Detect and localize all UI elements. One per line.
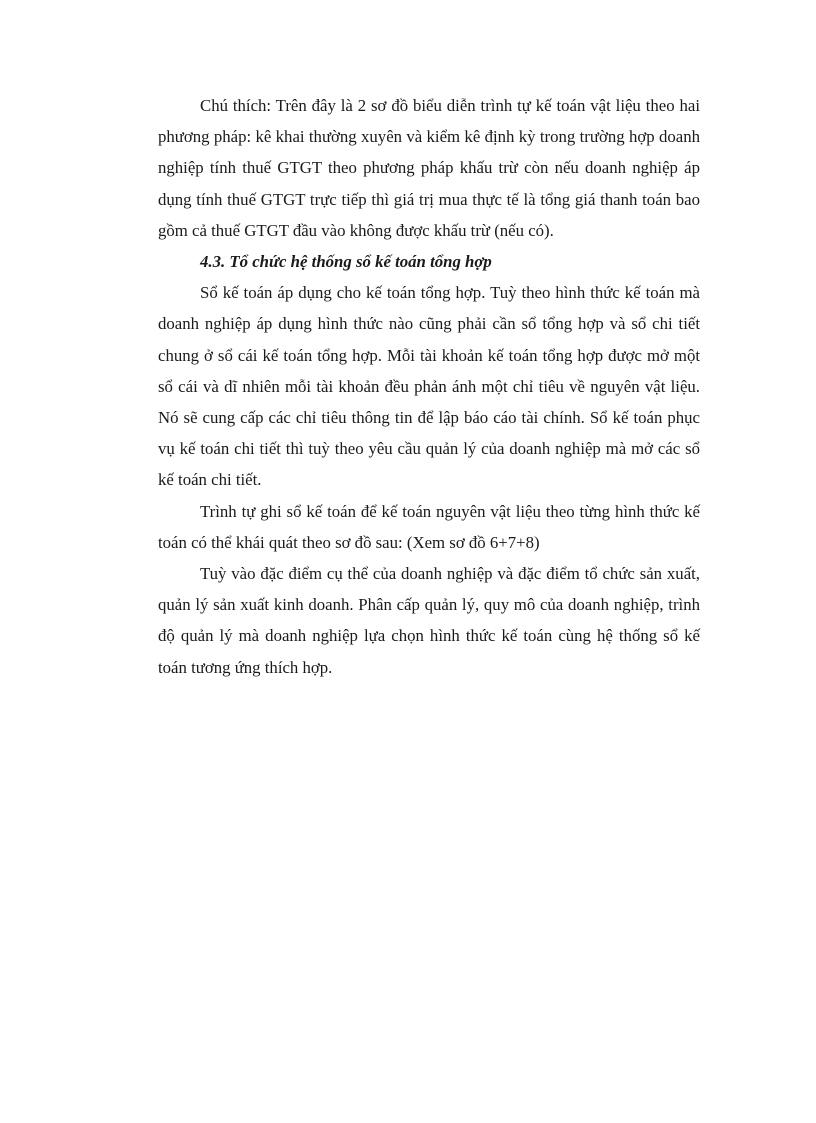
body-paragraph-selection: Tuỳ vào đặc điểm cụ thể của doanh nghiệp và đặc điểm tổ chức sản xuất, quản lý sản xuất kinh doanh. Phân cấp quản lý, quy mô của doanh nghiệp, trình độ quản lý mà doanh nghiệp lựa chọn hình thức kế toán cùng hệ thống sổ kế toán tương ứng thích hợp. [158, 564, 700, 677]
section-heading: 4.3. Tổ chức hệ thống sổ kế toán tổng hợp [200, 252, 492, 272]
note-paragraph: Chú thích: Trên đây là 2 sơ đồ biểu diễn trình tự kế toán vật liệu theo hai phương pháp: kê khai thường xuyên và kiểm kê định kỳ trong trường hợp doanh nghiệp tính thuế GTGT theo phương pháp khấu trừ còn nếu doanh nghiệp áp dụng tính thuế GTGT trực tiếp thì giá trị mua thực tế là tổng giá thanh toán bao gồm cả thuế GTGT đầu vào không được khấu trừ (nếu có). [158, 96, 700, 240]
document-body [158, 90, 700, 683]
body-paragraph-sequence: Trình tự ghi sổ kế toán để kế toán nguyên vật liệu theo từng hình thức kế toán có thể khái quát theo sơ đồ sau: (Xem sơ đồ 6+7+8) [158, 501, 700, 552]
body-paragraph-ledger: Sổ kế toán áp dụng cho kế toán tổng hợp. Tuỳ theo hình thức kế toán mà doanh nghiệp áp dụng hình thức nào cũng phải cần sổ tổng hợp và sổ chi tiết chung ở sổ cái kế toán tổng hợp. Mỗi tài khoản kế toán tổng hợp được mở một sổ cái và dĩ nhiên mỗi tài khoản đều phản ánh một chỉ tiêu về nguyên vật liệu. Nó sẽ cung cấp các chỉ tiêu thông tin để lập báo cáo tài chính. Sổ kế toán phục vụ kế toán chi tiết thì tuỳ theo yêu cầu quản lý của doanh nghiệp mà mở các sổ kế toán chi tiết. [158, 283, 700, 490]
